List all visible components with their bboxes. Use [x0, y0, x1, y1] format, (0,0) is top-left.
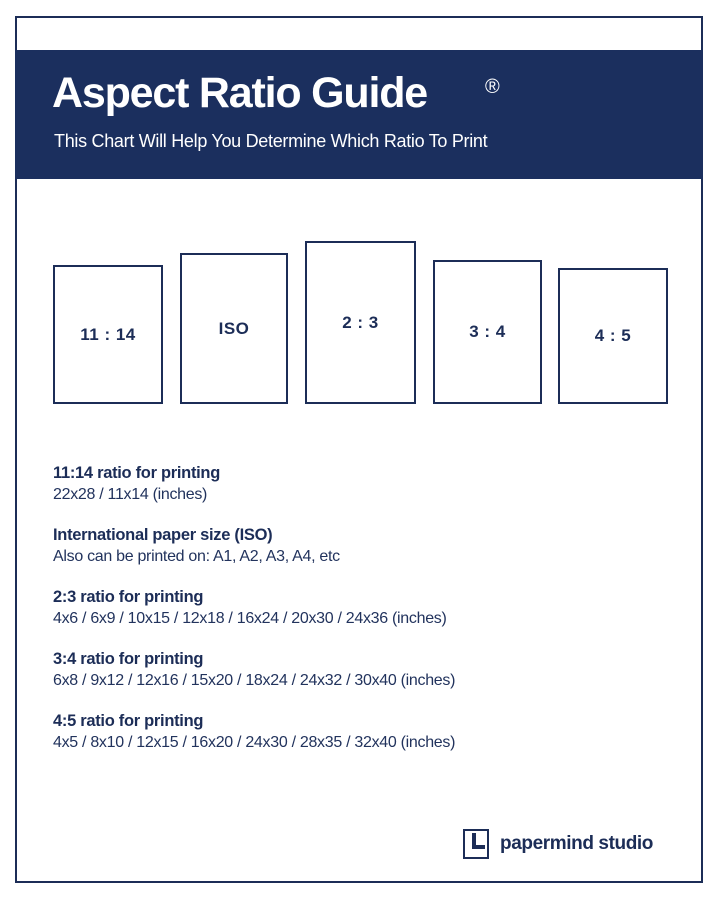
- ratio-box-label: 2 : 3: [342, 312, 379, 332]
- ratio-box-11-14: [53, 265, 163, 404]
- ratio-box-label: 11 : 14: [80, 324, 136, 344]
- ratio-info-detail: 6x8 / 9x12 / 12x16 / 15x20 / 18x24 / 24x32 / 30x40 (inches): [53, 672, 456, 689]
- ratio-box-4-5: [558, 268, 668, 404]
- ratio-info-detail: Also can be printed on: A1, A2, A3, A4, etc: [53, 548, 340, 565]
- ratio-info-heading: International paper size (ISO): [53, 526, 273, 544]
- ratio-box-label: 3 : 4: [469, 322, 506, 341]
- registered-mark: ®: [485, 76, 500, 98]
- page-subtitle: This Chart Will Help You Determine Which Ratio To Print: [54, 131, 488, 151]
- ratio-info-item: [53, 525, 693, 587]
- ratio-info-item: [53, 587, 693, 649]
- ratio-info-heading: 11:14 ratio for printing: [53, 464, 220, 482]
- ratio-info-item: [53, 649, 693, 711]
- ratio-info-detail: 4x5 / 8x10 / 12x15 / 16x20 / 24x30 / 28x35 / 32x40 (inches): [53, 734, 456, 751]
- ratio-box-iso: [180, 253, 288, 404]
- ratio-info-heading: 2:3 ratio for printing: [53, 588, 204, 606]
- ratio-info-item: [53, 711, 693, 773]
- ratio-box-2-3: [305, 241, 416, 404]
- ratio-info-list: [53, 463, 693, 773]
- ratio-info-detail: 4x6 / 6x9 / 10x15 / 12x18 / 16x24 / 20x30 / 24x36 (inches): [53, 610, 447, 627]
- header-banner: [15, 50, 703, 179]
- brand-footer: [463, 828, 653, 860]
- ratio-info-heading: 3:4 ratio for printing: [53, 650, 204, 668]
- papermind-logo-icon: [463, 829, 489, 859]
- ratio-box-label: 4 : 5: [594, 326, 632, 345]
- ratio-box-label: ISO: [218, 318, 250, 338]
- ratio-box-3-4: [433, 260, 542, 404]
- brand-name: papermind studio: [500, 833, 653, 854]
- ratio-info-heading: 4:5 ratio for printing: [53, 712, 204, 730]
- page-title: Aspect Ratio Guide: [52, 69, 428, 117]
- ratio-info-detail: 22x28 / 11x14 (inches): [53, 486, 208, 503]
- ratio-info-item: [53, 463, 693, 525]
